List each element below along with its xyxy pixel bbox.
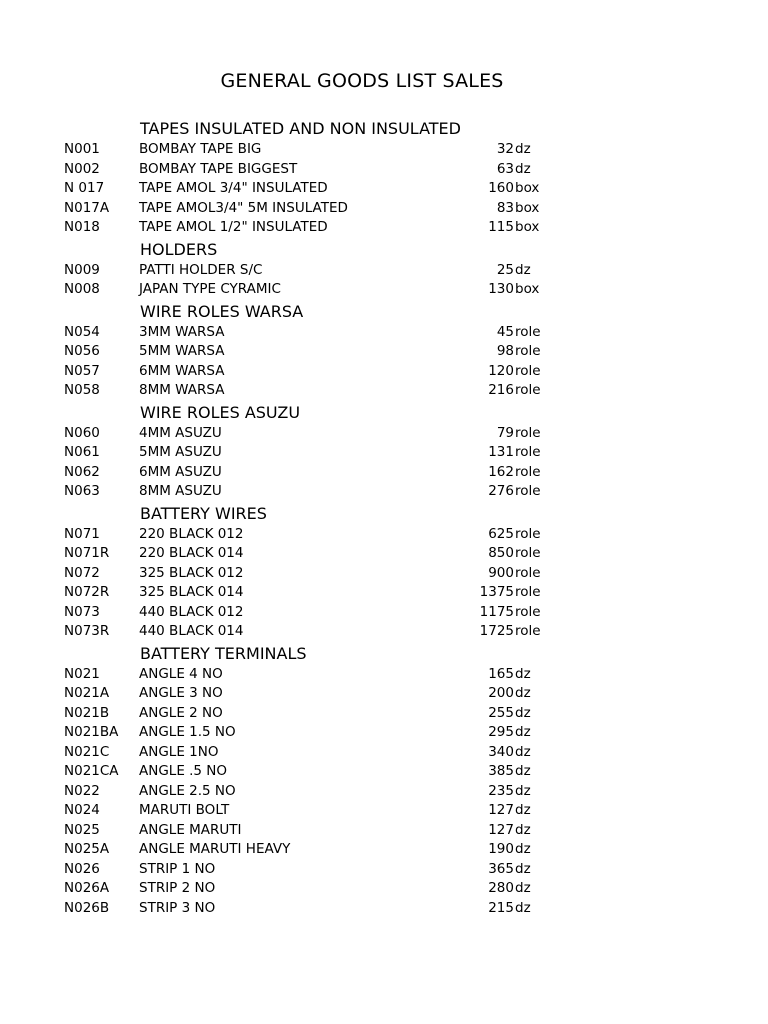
item-quantity: 165 xyxy=(488,665,514,682)
item-code: N056 xyxy=(64,343,100,359)
item-unit: role xyxy=(515,362,541,379)
item-description: STRIP 1 NO xyxy=(139,860,216,877)
list-item xyxy=(0,443,768,463)
item-description: ANGLE 1.5 NO xyxy=(139,724,236,740)
item-code: N062 xyxy=(64,463,100,480)
item-quantity: 190 xyxy=(488,841,514,857)
item-code: N025A xyxy=(64,841,110,857)
item-quantity: 162 xyxy=(488,463,514,480)
item-description: 440 BLACK 014 xyxy=(139,623,244,639)
item-unit: box xyxy=(515,219,540,235)
item-quantity: 131 xyxy=(488,444,514,460)
item-quantity: 127 xyxy=(488,821,514,838)
item-description: ANGLE 3 NO xyxy=(139,685,223,701)
list-item xyxy=(0,179,768,199)
item-quantity: 45 xyxy=(496,323,514,340)
item-quantity: 276 xyxy=(488,483,514,499)
list-item xyxy=(0,482,768,502)
item-unit: role xyxy=(515,463,541,480)
list-item xyxy=(0,218,768,238)
item-quantity: 365 xyxy=(488,860,514,877)
item-quantity: 83 xyxy=(496,199,514,216)
list-item xyxy=(0,603,768,623)
item-code: N002 xyxy=(64,160,100,177)
item-quantity: 115 xyxy=(488,219,514,235)
list-item xyxy=(0,362,768,382)
item-code: N072 xyxy=(64,564,100,581)
item-description: ANGLE 1NO xyxy=(139,743,219,760)
item-description: MARUTI BOLT xyxy=(139,802,230,818)
list-item xyxy=(0,199,768,219)
item-description: BOMBAY TAPE BIGGEST xyxy=(139,160,298,177)
item-unit: dz xyxy=(515,802,531,818)
section xyxy=(0,239,768,300)
section-heading: TAPES INSULATED AND NON INSULATED xyxy=(140,119,461,138)
section-heading: HOLDERS xyxy=(140,239,218,259)
list-item xyxy=(0,821,768,841)
section xyxy=(0,643,768,919)
item-code: N026B xyxy=(64,899,110,916)
item-description: 325 BLACK 014 xyxy=(139,584,244,600)
section-heading: BATTERY WIRES xyxy=(140,503,267,523)
item-unit: role xyxy=(515,343,541,359)
item-unit: dz xyxy=(515,160,531,177)
item-code: N063 xyxy=(64,483,100,499)
item-description: ANGLE MARUTI xyxy=(139,821,242,838)
item-code: N071 xyxy=(64,525,100,542)
list-item xyxy=(0,665,768,685)
item-unit: dz xyxy=(515,724,531,740)
item-code: N025 xyxy=(64,821,100,838)
list-item xyxy=(0,840,768,860)
item-unit: role xyxy=(515,483,541,499)
item-code: N009 xyxy=(64,261,100,278)
item-quantity: 120 xyxy=(488,362,514,379)
item-code: N022 xyxy=(64,782,100,799)
item-code: N072R xyxy=(64,584,110,600)
item-unit: role xyxy=(515,623,541,639)
item-unit: role xyxy=(515,444,541,460)
item-quantity: 63 xyxy=(496,160,514,177)
item-unit: dz xyxy=(515,665,531,682)
item-code: N008 xyxy=(64,281,100,297)
list-item xyxy=(0,424,768,444)
page-title: GENERAL GOODS LIST SALES xyxy=(220,70,504,92)
list-item xyxy=(0,323,768,343)
item-quantity: 1175 xyxy=(479,603,514,620)
list-item xyxy=(0,723,768,743)
list-item xyxy=(0,860,768,880)
item-unit: dz xyxy=(515,821,531,838)
item-description: 8MM ASUZU xyxy=(139,483,222,499)
item-unit: role xyxy=(515,584,541,600)
item-quantity: 32 xyxy=(496,141,514,157)
item-unit: dz xyxy=(515,141,531,157)
item-quantity: 215 xyxy=(488,899,514,916)
item-description: 6MM WARSA xyxy=(139,362,225,379)
item-quantity: 216 xyxy=(488,382,514,398)
item-quantity: 1725 xyxy=(479,623,514,639)
section xyxy=(0,301,768,401)
item-unit: dz xyxy=(515,841,531,857)
item-code: N018 xyxy=(64,219,100,235)
item-unit: dz xyxy=(515,261,531,278)
item-quantity: 130 xyxy=(488,281,514,297)
item-description: TAPE AMOL 3/4" INSULATED xyxy=(139,180,328,196)
item-description: ANGLE 2.5 NO xyxy=(139,782,236,799)
item-quantity: 160 xyxy=(488,180,514,196)
list-item xyxy=(0,622,768,642)
list-item xyxy=(0,762,768,782)
item-unit: dz xyxy=(515,743,531,760)
item-code: N021A xyxy=(64,685,110,701)
item-description: BOMBAY TAPE BIG xyxy=(139,141,262,157)
section-heading: BATTERY TERMINALS xyxy=(140,643,307,663)
item-description: 8MM WARSA xyxy=(139,382,225,398)
item-unit: dz xyxy=(515,860,531,877)
item-quantity: 850 xyxy=(488,545,514,561)
item-quantity: 255 xyxy=(488,704,514,721)
item-quantity: 625 xyxy=(488,525,514,542)
item-description: STRIP 3 NO xyxy=(139,899,216,916)
item-description: 325 BLACK 012 xyxy=(139,564,244,581)
item-description: ANGLE 2 NO xyxy=(139,704,223,721)
item-description: 220 BLACK 012 xyxy=(139,525,244,542)
list-item xyxy=(0,801,768,821)
item-unit: dz xyxy=(515,763,531,779)
item-description: 220 BLACK 014 xyxy=(139,545,244,561)
item-code: N060 xyxy=(64,424,100,441)
item-code: N001 xyxy=(64,141,100,157)
item-unit: box xyxy=(515,180,540,196)
list-item xyxy=(0,544,768,564)
section-heading: WIRE ROLES ASUZU xyxy=(140,402,301,422)
item-unit: role xyxy=(515,525,541,542)
item-description: 440 BLACK 012 xyxy=(139,603,244,620)
item-description: STRIP 2 NO xyxy=(139,880,216,896)
list-item xyxy=(0,704,768,724)
list-item xyxy=(0,684,768,704)
list-item xyxy=(0,261,768,281)
item-unit: dz xyxy=(515,782,531,799)
goods-list xyxy=(0,117,768,918)
item-description: TAPE AMOL3/4" 5M INSULATED xyxy=(139,199,348,216)
item-code: N017A xyxy=(64,199,110,216)
section xyxy=(0,118,768,238)
item-code: N026A xyxy=(64,880,110,896)
section-heading: WIRE ROLES WARSA xyxy=(140,301,304,321)
item-unit: box xyxy=(515,199,540,216)
item-code: N021BA xyxy=(64,724,119,740)
item-description: 6MM ASUZU xyxy=(139,463,222,480)
list-item xyxy=(0,583,768,603)
list-item xyxy=(0,879,768,899)
list-item xyxy=(0,342,768,362)
item-code: N024 xyxy=(64,802,100,818)
item-description: JAPAN TYPE CYRAMIC xyxy=(139,281,281,297)
item-quantity: 98 xyxy=(496,343,514,359)
list-item xyxy=(0,743,768,763)
item-unit: role xyxy=(515,382,541,398)
list-item xyxy=(0,140,768,160)
item-unit: role xyxy=(515,603,541,620)
item-unit: box xyxy=(515,281,540,297)
item-unit: dz xyxy=(515,704,531,721)
item-description: ANGLE 4 NO xyxy=(139,665,223,682)
item-description: 3MM WARSA xyxy=(139,323,225,340)
list-item xyxy=(0,160,768,180)
item-description: ANGLE .5 NO xyxy=(139,763,228,779)
item-code: N021CA xyxy=(64,763,119,779)
item-description: 5MM WARSA xyxy=(139,343,225,359)
item-description: ANGLE MARUTI HEAVY xyxy=(139,841,291,857)
item-quantity: 340 xyxy=(488,743,514,760)
list-item xyxy=(0,280,768,300)
item-description: 5MM ASUZU xyxy=(139,444,222,460)
item-code: N061 xyxy=(64,444,100,460)
item-description: 4MM ASUZU xyxy=(139,424,222,441)
item-code: N021B xyxy=(64,704,110,721)
item-description: PATTI HOLDER S/C xyxy=(139,261,263,278)
item-code: N073 xyxy=(64,603,100,620)
item-unit: dz xyxy=(515,685,531,701)
item-unit: role xyxy=(515,545,541,561)
item-code: N021C xyxy=(64,743,110,760)
item-code: N054 xyxy=(64,323,100,340)
item-unit: dz xyxy=(515,899,531,916)
list-item xyxy=(0,525,768,545)
item-description: TAPE AMOL 1/2" INSULATED xyxy=(139,219,328,235)
item-code: N073R xyxy=(64,623,110,639)
item-quantity: 900 xyxy=(488,564,514,581)
item-unit: role xyxy=(515,323,541,340)
list-item xyxy=(0,782,768,802)
item-quantity: 127 xyxy=(488,802,514,818)
list-item xyxy=(0,381,768,401)
item-unit: role xyxy=(515,424,541,441)
item-quantity: 280 xyxy=(488,880,514,896)
item-quantity: 235 xyxy=(488,782,514,799)
item-code: N071R xyxy=(64,545,110,561)
item-code: N 017 xyxy=(64,180,105,196)
item-quantity: 25 xyxy=(496,261,514,278)
item-quantity: 79 xyxy=(496,424,514,441)
item-code: N021 xyxy=(64,665,100,682)
list-item xyxy=(0,899,768,919)
list-item xyxy=(0,463,768,483)
item-quantity: 295 xyxy=(488,724,514,740)
item-quantity: 385 xyxy=(488,763,514,779)
item-quantity: 1375 xyxy=(479,584,514,600)
item-unit: role xyxy=(515,564,541,581)
item-quantity: 200 xyxy=(488,685,514,701)
list-item xyxy=(0,564,768,584)
item-unit: dz xyxy=(515,880,531,896)
section xyxy=(0,503,768,642)
item-code: N057 xyxy=(64,362,100,379)
section xyxy=(0,402,768,502)
item-code: N058 xyxy=(64,382,100,398)
item-code: N026 xyxy=(64,860,100,877)
